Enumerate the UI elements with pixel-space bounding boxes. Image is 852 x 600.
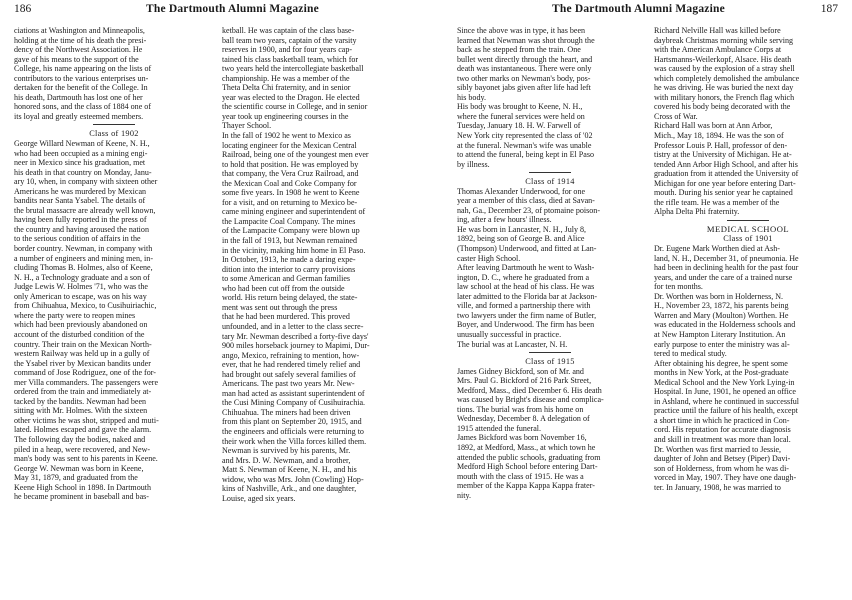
text-line: early purpose to enter the ministry was al- xyxy=(654,339,790,349)
text-line: practice until the failure of his health, except xyxy=(654,406,798,416)
text-line: the country and having aroused the nation xyxy=(14,224,149,234)
text-line: later admitted to the Florida bar at Jackson- xyxy=(457,291,598,301)
paragraph-block xyxy=(14,139,214,502)
text-line: Newman is survived by his parents, Mr. xyxy=(222,446,351,456)
class-heading: Class of 1901 xyxy=(723,234,773,244)
text-line: his death, Dartmouth has lost one of her xyxy=(14,92,143,102)
paragraph-block xyxy=(654,244,842,492)
text-line: ketball. He was captain of the class base- xyxy=(222,26,355,35)
text-line: the brutal massacre are already well known, xyxy=(14,205,156,215)
text-line: months in New York, at the Post-graduate xyxy=(654,368,789,378)
text-line: death was instantaneous. There were only xyxy=(457,64,592,74)
text-line: 1892, being son of George B. and Alice xyxy=(457,234,585,244)
text-line: May 31, 1879, and graduated from the xyxy=(14,473,138,483)
text-line: Dr. Worthen was first married to Jessie, xyxy=(654,444,782,454)
text-line: his death in that country on Monday, Janu- xyxy=(14,167,152,177)
text-line: The following day the bodies, naked and xyxy=(14,434,146,444)
text-line: tained his class basketball team, which for xyxy=(222,54,359,64)
text-line: mer Villa commanders. The passengers were xyxy=(14,377,159,387)
text-line: to attend the funeral, being kept in El Paso xyxy=(457,150,594,160)
text-line: came mining engineer and superintendent of xyxy=(222,207,366,217)
text-line: had been in declining health for the past four xyxy=(654,263,799,273)
text-line: from Chihuahua, Mexico, to Cusihuiriachic, xyxy=(14,301,157,311)
paragraph-block xyxy=(457,367,643,501)
text-line: daughter of John and Betsey (Piper) Davi- xyxy=(654,454,791,464)
text-line: and skill in treatment was more than local. xyxy=(654,434,791,444)
text-line: holding at the time of his death the presi- xyxy=(14,35,147,45)
text-line: to hold that position. He was employed by xyxy=(222,159,359,169)
text-line: who had been occupied as a mining engi- xyxy=(14,148,148,158)
text-line: member of the Kappa Kappa Kappa frater- xyxy=(457,481,595,491)
text-line: for a visit, and on returning to Mexico be- xyxy=(222,197,358,207)
text-line: Cross of War. xyxy=(654,111,698,121)
text-line: His body was brought to Keene, N. H., xyxy=(457,102,583,112)
text-line: Mrs. Paul G. Bickford of 216 Park Street, xyxy=(457,376,592,386)
text-line: years, and under the care of a trained nurse xyxy=(654,272,793,282)
text-line: to some American and German families xyxy=(222,274,351,284)
text-line: sitting with Mr. Holmes. With the sixteen xyxy=(14,406,148,416)
text-line: Hospital. In June, 1901, he opened an office xyxy=(654,387,796,397)
text-line: at the funeral. Newman's wife was unable xyxy=(457,140,592,150)
text-line: where the funeral services were held on xyxy=(457,111,585,121)
text-line: law school at the head of his class. He was xyxy=(457,282,595,292)
text-line: two other marks on Newman's body, pos- xyxy=(457,73,591,83)
text-line: Matt S. Newman of Keene, N. H., and his xyxy=(222,465,357,475)
text-line: lated. Holmes escaped and gave the alarm. xyxy=(14,425,152,435)
text-line: in the vicinity, making him home in El Paso. xyxy=(222,245,366,255)
text-column xyxy=(457,26,643,596)
text-line: ington, D. C., where he graduated from a xyxy=(457,272,590,282)
text-line: the Cusi Mining Company of Cusihuirachia. xyxy=(222,398,366,408)
text-line: In the fall of 1902 he went to Mexico as xyxy=(222,131,351,141)
text-line: man's body was sent to his parents in Keene. xyxy=(14,454,158,464)
text-line: the rifle team. He was a member of the xyxy=(654,197,780,207)
text-line: had brought out safely several families of xyxy=(222,369,356,379)
text-line: After leaving Dartmouth he went to Wash- xyxy=(457,263,595,273)
text-line: back as he stepped from the train. One xyxy=(457,45,581,55)
text-line: Since the above was in type, it has been xyxy=(457,26,586,35)
page-number: 187 xyxy=(820,3,838,15)
text-line: was educated in the Holderness schools and xyxy=(654,320,796,330)
text-line: Americans he was murdered by Mexican xyxy=(14,186,147,196)
text-line: mouth with the class of 1915. He was a xyxy=(457,471,584,481)
text-line: Warren and Mary (Moulton) Worthen. He xyxy=(654,310,789,320)
text-line: year was elected to the Dragon. He elected xyxy=(222,92,360,102)
text-line: championship. He was a member of the xyxy=(222,73,350,83)
text-line: attended the public schools, graduating from xyxy=(457,452,601,462)
text-line: tacked by the bandits. Newman had been xyxy=(14,396,147,406)
section-divider xyxy=(93,124,135,125)
text-line: Michigan for one year before entering Dart- xyxy=(654,178,796,188)
text-line: two lawyers under the firm name of Butler, xyxy=(457,310,597,320)
text-line: unfounded, and in a letter to the class secre- xyxy=(222,321,364,331)
text-line: nity. xyxy=(457,490,472,500)
section-divider xyxy=(529,352,571,353)
text-column xyxy=(654,26,842,596)
text-line: Louise, aged six years. xyxy=(222,493,296,503)
text-line: After obtaining his degree, he spent some xyxy=(654,358,788,368)
text-line: learned that Newman was shot through the xyxy=(457,35,595,45)
text-line: to the serious condition of affairs in the xyxy=(14,234,141,244)
text-line: Medical School and the New York Lying-in xyxy=(654,377,795,387)
text-line: ment was sent out through the press xyxy=(222,302,338,312)
page-number: 186 xyxy=(14,3,32,15)
text-line: he became prominent in baseball and bas- xyxy=(14,492,149,502)
section-heading: MEDICAL SCHOOL xyxy=(706,223,790,234)
text-line: H., November 23, 1872, his parents being xyxy=(654,301,789,311)
text-line: George W. Newman was born in Keene, xyxy=(14,463,144,473)
text-line: who had been cut off from the outside xyxy=(222,283,345,293)
text-line: by illness. xyxy=(457,159,490,169)
text-line: command of Jose Rodriguez, one of the for- xyxy=(14,368,156,378)
text-line: its loyal and greatly esteemed members. xyxy=(14,111,144,121)
text-line: kins of Nashville, Ark., and one daughter, xyxy=(222,484,357,494)
running-title: The Dartmouth Alumni Magazine xyxy=(146,3,319,15)
text-line: ing, after a few hours' illness. xyxy=(457,215,552,225)
text-line: at New Hampton Literary Institution. An xyxy=(654,329,786,339)
text-line: caster High School. xyxy=(457,253,521,263)
text-line: two years held the intercollegiate basketball xyxy=(222,64,364,74)
paragraph-block xyxy=(222,26,422,503)
text-line: ball team two years, captain of the varsity xyxy=(222,35,357,45)
text-line: Thayer School. xyxy=(222,121,272,131)
text-line: 1915 attended the funeral. xyxy=(457,423,542,433)
text-line: covered his body being decorated with the xyxy=(654,102,791,112)
text-line: their work when the Villa forces killed them. xyxy=(222,436,367,446)
text-line: graduation from it attended the University of xyxy=(654,169,799,179)
text-line: Professor Louis P. Hall, professor of den- xyxy=(654,140,788,150)
text-line: from this plant on September 20, 1915, and xyxy=(222,417,362,427)
text-line: with military honors, the French flag which xyxy=(654,92,795,102)
text-line: Thomas Alexander Underwood, for one xyxy=(457,186,586,196)
text-line: year a member of this class, died at Savan- xyxy=(457,196,595,206)
text-line: western Railway was held up in a gully of xyxy=(14,349,150,359)
text-line: cord. His reputation for accurate diagnosis xyxy=(654,425,791,435)
text-line: he was driving. He was buried the next day xyxy=(654,83,794,93)
text-line: tions. The burial was from his home on xyxy=(457,404,584,414)
page-header xyxy=(14,3,420,19)
text-line: the Mexican Coal and Coke Company for xyxy=(222,178,357,188)
section-divider xyxy=(529,172,571,173)
paragraph-block xyxy=(14,26,214,121)
text-line: The burial was at Lancaster, N. H. xyxy=(457,339,568,349)
text-line: that he had been murdered. This proved xyxy=(222,312,350,322)
text-line: country. Their train on the Mexican North- xyxy=(14,339,152,349)
text-line: ever, that he had rendered timely relief and xyxy=(222,360,361,370)
text-line: a short time in which he practiced in Con- xyxy=(654,415,790,425)
text-line: tended Ann Arbor High School, and after his xyxy=(654,159,798,169)
text-line: unusually successful in practice. xyxy=(457,329,562,339)
text-line: tary Mr. Newman described a forty-five days' xyxy=(222,331,369,341)
text-line: James Gidney Bickford, son of Mr. and xyxy=(457,366,584,376)
text-line: which had been previously abandoned on xyxy=(14,320,148,330)
text-line: dency of the Northwest Association. He xyxy=(14,45,143,55)
text-line: locating engineer for the Mexican Central xyxy=(222,140,357,150)
text-line: reserves in 1900, and for four years cap- xyxy=(222,45,353,55)
text-line: sibly bayonet jabs given after life had left xyxy=(457,83,591,93)
text-line: Richard Nelville Hall was killed before xyxy=(654,26,781,35)
class-heading: Class of 1902 xyxy=(89,129,139,139)
text-line: account of the disturbed condition of the xyxy=(14,329,145,339)
text-line: Dr. Worthen was born in Holderness, N. xyxy=(654,291,784,301)
text-line: ary 10, when, in company with sixteen other xyxy=(14,177,158,187)
text-line: in the fall of 1913, but Newman remained xyxy=(222,236,357,246)
text-line: bandits near Santa Ysabel. The details of xyxy=(14,196,146,206)
text-line: neer in Mexico since his graduation, met xyxy=(14,158,146,168)
text-line: piled in a heap, were recovered, and New- xyxy=(14,444,151,454)
text-line: having been fully reported in the press of xyxy=(14,215,147,225)
text-line: dition into the interior to carry provisions xyxy=(222,264,356,274)
text-line: contributors to the various enterprises un- xyxy=(14,73,149,83)
text-line: ciations at Washington and Minneapolis, xyxy=(14,26,145,35)
text-line: son of Holderness, from whom he was di- xyxy=(654,463,789,473)
text-line: bullet went directly through the heart, and xyxy=(457,54,593,64)
text-line: vorced in May, 1907. They have one daugh- xyxy=(654,473,797,483)
text-line: Alpha Delta Phi fraternity. xyxy=(654,207,740,217)
text-line: in Ashland, where he continued in successful xyxy=(654,396,800,406)
text-line: with the American Ambulance Corps at xyxy=(654,45,782,55)
text-line: nah, Ga., December 23, of ptomaine poison- xyxy=(457,205,601,215)
text-line: only American to escape, was on his way xyxy=(14,291,147,301)
text-line: the Lampacite Coal Company. The mines xyxy=(222,216,356,226)
paragraph-block xyxy=(654,26,842,217)
text-line: Americans. The past two years Mr. New- xyxy=(222,379,355,389)
text-line: other victims he was shot, stripped and muti- xyxy=(14,415,159,425)
text-line: border country. Newman, in company with xyxy=(14,244,153,254)
text-line: Railroad, being one of the youngest men ever xyxy=(222,150,369,160)
text-line: tered to medical study. xyxy=(654,349,727,359)
text-line: In October, 1913, he made a daring expe- xyxy=(222,255,356,265)
text-line: cluding Thomas B. Holmes, also of Keene, xyxy=(14,263,153,273)
text-line: James Bickford was born November 16, xyxy=(457,433,587,443)
paragraph-block xyxy=(457,187,643,349)
text-line: Mich., May 18, 1894. He was the son of xyxy=(654,131,784,141)
text-line: Richard Hall was born at Ann Arbor, xyxy=(654,121,773,131)
text-line: Keene High School in 1898. In Dartmouth xyxy=(14,482,151,492)
text-line: New York city represented the class of '02 xyxy=(457,131,593,141)
text-line: daybreak Christmas morning while serving xyxy=(654,35,794,45)
text-line: Chihuahua. The miners had been driven xyxy=(222,407,351,417)
class-heading: Class of 1914 xyxy=(525,177,575,187)
text-line: world. His return being delayed, the state- xyxy=(222,293,358,303)
text-line: of the Lampacite Company were blown up xyxy=(222,226,360,236)
text-line: the Ysabel river by Mexican bandits under xyxy=(14,358,151,368)
text-line: ville, and formed a partnership there with xyxy=(457,301,591,311)
text-line: Tuesday, January 18. H. W. Farwell of xyxy=(457,121,581,131)
text-line: Hartsmanns-Weilerkopf, Alsace. His death xyxy=(654,54,792,64)
text-line: for ten months. xyxy=(654,282,703,292)
text-line: 900 miles horseback journey to Mapimi, Dur- xyxy=(222,341,370,351)
text-line: Boyer, and Underwood. The firm has been xyxy=(457,320,595,330)
text-line: tistry at the University of Michigan. He at- xyxy=(654,150,792,160)
text-line: land, N. H., December 31, of pneumonia. He xyxy=(654,253,799,263)
paragraph-block xyxy=(457,26,643,169)
text-line: dertaken for the benefit of the College. In xyxy=(14,83,148,93)
right-page xyxy=(426,0,852,600)
text-line: and Mrs. D. W. Newman, and a brother, xyxy=(222,455,351,465)
text-line: widow, who was Mrs. John (Cowling) Hop- xyxy=(222,474,364,484)
text-line: College, his name appearing on the lists of xyxy=(14,64,152,74)
text-line: gave of his means to the support of the xyxy=(14,54,139,64)
section-divider xyxy=(727,220,769,221)
text-line: where the party were to reopen mines xyxy=(14,310,136,320)
text-line: Theta Delta Chi fraternity, and in senior xyxy=(222,83,351,93)
text-line: that company, the Vera Cruz Railroad, and xyxy=(222,169,359,179)
text-line: N. H., a Technology graduate and a son of xyxy=(14,272,150,282)
page-header xyxy=(456,3,838,19)
text-column xyxy=(14,26,214,596)
text-line: man had acted as assistant superintendent of xyxy=(222,388,365,398)
text-line: Medford High School before entering Dart- xyxy=(457,462,598,472)
text-line: Judge Lewis W. Holmes '71, who was the xyxy=(14,282,148,292)
text-line: was caused by Bright's disease and complica- xyxy=(457,395,604,405)
running-title: The Dartmouth Alumni Magazine xyxy=(552,3,725,15)
text-line: Wednesday, December 8. A delegation of xyxy=(457,414,590,424)
text-line: He was born in Lancaster, N. H., July 8, xyxy=(457,224,587,234)
text-line: ordered from the train and immediately at- xyxy=(14,387,152,397)
text-line: which completely demolished the ambulance xyxy=(654,73,800,83)
text-line: honored sons, and the class of 1884 one of xyxy=(14,102,151,112)
text-line: a number of engineers and mining men, in- xyxy=(14,253,153,263)
text-column xyxy=(222,26,422,596)
text-line: the engineers and officials were returning to xyxy=(222,426,364,436)
text-line: his body. xyxy=(457,92,486,102)
text-line: mouth. During his senior year he captained xyxy=(654,188,793,198)
text-line: Dr. Eugene Mark Worthen died at Ash- xyxy=(654,244,780,254)
text-line: George Willard Newman of Keene, N. H., xyxy=(14,139,150,149)
text-line: 1892, at Medford, Mass., at which town he xyxy=(457,442,596,452)
text-line: (Thompson) Underwood, and fitted at Lan- xyxy=(457,244,597,254)
text-line: some five years. In 1908 he went to Keene xyxy=(222,188,360,198)
text-line: ter. In January, 1908, he was married to xyxy=(654,482,781,492)
text-line: Medford, Mass., died December 6. His death xyxy=(457,385,602,395)
class-heading: Class of 1915 xyxy=(525,357,575,367)
text-line: the scientific course in College, and in senior xyxy=(222,102,368,112)
text-line: ango, Mexico, refraining to mention, how- xyxy=(222,350,360,360)
text-line: was caused by the explosion of a stray shell xyxy=(654,64,795,74)
text-line: year took up engineering courses in the xyxy=(222,111,349,121)
